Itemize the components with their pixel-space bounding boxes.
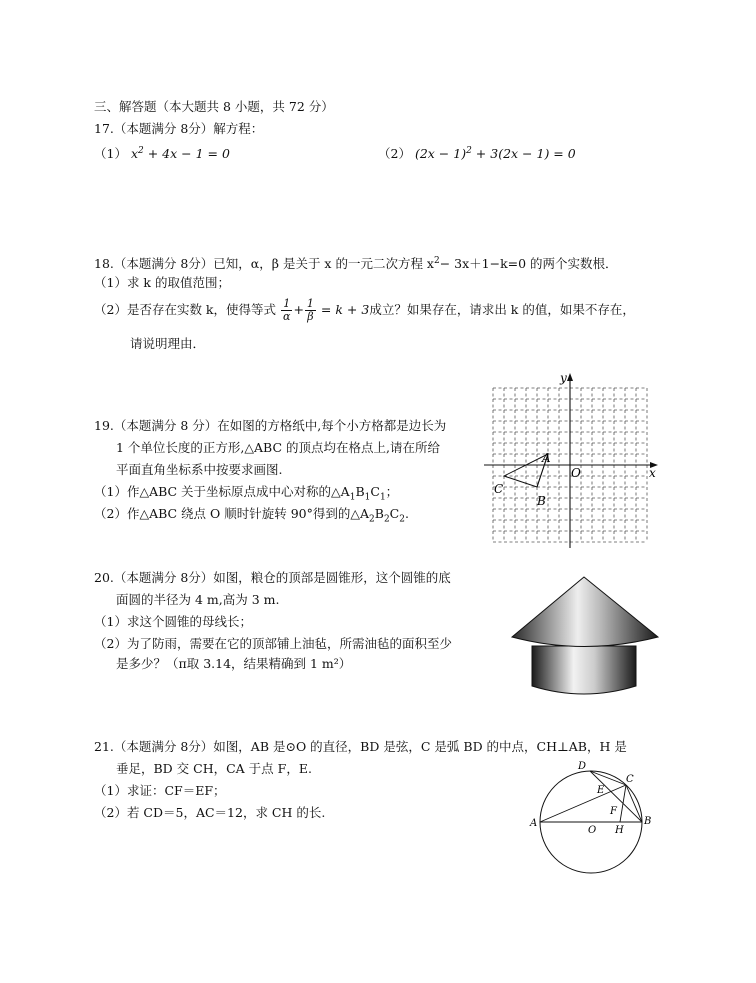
point-a-label: A — [542, 451, 551, 465]
q20-line1: 20.（本题满分 8分）如图，粮仓的顶部是圆锥形，这个圆锥的底 — [94, 570, 451, 585]
label-e: E — [597, 785, 605, 796]
q17-part1-label: （1） — [94, 146, 127, 162]
q18-part2-line2: 请说明理由． — [130, 336, 206, 351]
granary-body — [532, 646, 636, 694]
granary-figure — [510, 574, 660, 700]
q18-title-text: 18.（本题满分 8分）已知，α，β 是关于 x 的一元二次方程 x — [94, 256, 434, 272]
q19-line3: 平面直角坐标系中按要求画图. — [116, 462, 283, 477]
label-o: O — [588, 825, 597, 836]
q18-plus: + — [293, 302, 304, 317]
q17-part2-eq-a: (2x − 1) — [414, 146, 467, 162]
section-header: 三、解答题（本大题共 8 小题，共 72 分） — [94, 99, 334, 114]
q17-part1-eq-b: + 4x − 1 = 0 — [147, 146, 230, 162]
label-c: C — [626, 774, 634, 785]
label-h: H — [615, 825, 624, 836]
axis-y-label: y — [560, 371, 567, 385]
q17-part2-eq-b: + 3(2x − 1) = 0 — [475, 146, 576, 162]
point-c-label: C — [494, 482, 504, 496]
q21-line1: 21.（本题满分 8分）如图，AB 是⊙O 的直径，BD 是弦，C 是弧 BD 的中点，CH⊥AB，H 是 — [94, 739, 627, 754]
q18-fraction-beta: $\frac{1}{\beta}$ — [306, 297, 314, 323]
label-f: F — [610, 806, 617, 817]
q21-part2: （2）若 CD＝5，AC＝12，求 CH 的长. — [94, 805, 326, 820]
q21-part1: （1）求证：CF＝EF； — [94, 783, 226, 798]
q19-line2: 1 个单位长度的正方形,△ABC 的顶点均在格点上,请在所给 — [116, 440, 440, 455]
q18-part2 — [94, 293, 635, 327]
q20-part1: （1）求这个圆锥的母线长； — [94, 614, 252, 629]
label-b: B — [644, 816, 652, 827]
q17-part1: （1） $x^2 + 4x - 1 = 0$ — [94, 146, 230, 162]
q19-line1: 19.（本题满分 8 分）在如图的方格纸中,每个小方格都是边长为 — [94, 418, 447, 433]
circle-figure — [528, 758, 654, 874]
point-b-label: B — [537, 494, 546, 508]
q18-part1: （1）求 k 的取值范围； — [94, 275, 230, 290]
q21-line2: 垂足，BD 交 CH，CA 于点 F，E. — [116, 761, 312, 776]
q19-part2: （2）作△ABC 绕点 O 顺时针旋转 90°得到的$\triangle A_2B_2C_2$. — [94, 506, 409, 525]
q17-part1-eq-a: x — [130, 146, 138, 162]
q17-title: 17.（本题满分 8分）解方程： — [94, 121, 264, 136]
q19-grid-figure — [484, 370, 660, 552]
q18-rhs: = k + 3 — [320, 302, 370, 317]
label-a: A — [530, 818, 538, 829]
q18-fraction-alpha: $\frac{1}{\alpha}$ — [283, 297, 291, 323]
q20-part2-a: （2）为了防雨，需要在它的顶部铺上油毡，所需油毡的面积至少 — [94, 636, 452, 651]
label-d: D — [578, 761, 587, 772]
y-axis-arrow-icon — [567, 373, 573, 381]
q18-title-tail: − 3x＋1−k=0 的两个实数根． — [439, 256, 618, 272]
q20-line2: 面圆的半径为 4 m,高为 3 m. — [116, 592, 280, 607]
q18-part2-post: 成立？如果存在，请求出 k 的值，如果不存在， — [369, 302, 635, 317]
origin-label: O — [571, 466, 581, 480]
q17-part2-label: （2） — [378, 146, 411, 162]
q18-part2-pre: （2）是否存在实数 k，使得等式 — [94, 302, 277, 317]
q18-title: 18.（本题满分 8分）已知，α，β 是关于 x 的一元二次方程 $x^2- 3x+1-k=0$ 的两个实数根． — [94, 256, 618, 272]
q19-part1: （1）作△ABC 关于坐标原点成中心对称的$\triangle A_1B_1C_1$； — [94, 484, 399, 503]
axis-x-label: x — [649, 466, 656, 480]
q20-part2-b: 是多少？（π取 3.14，结果精确到 1 m²） — [116, 656, 352, 671]
q17-part2: （2） $(2x - 1)^2 + 3(2x - 1) = 0$ — [378, 146, 576, 162]
granary-roof — [512, 577, 658, 647]
